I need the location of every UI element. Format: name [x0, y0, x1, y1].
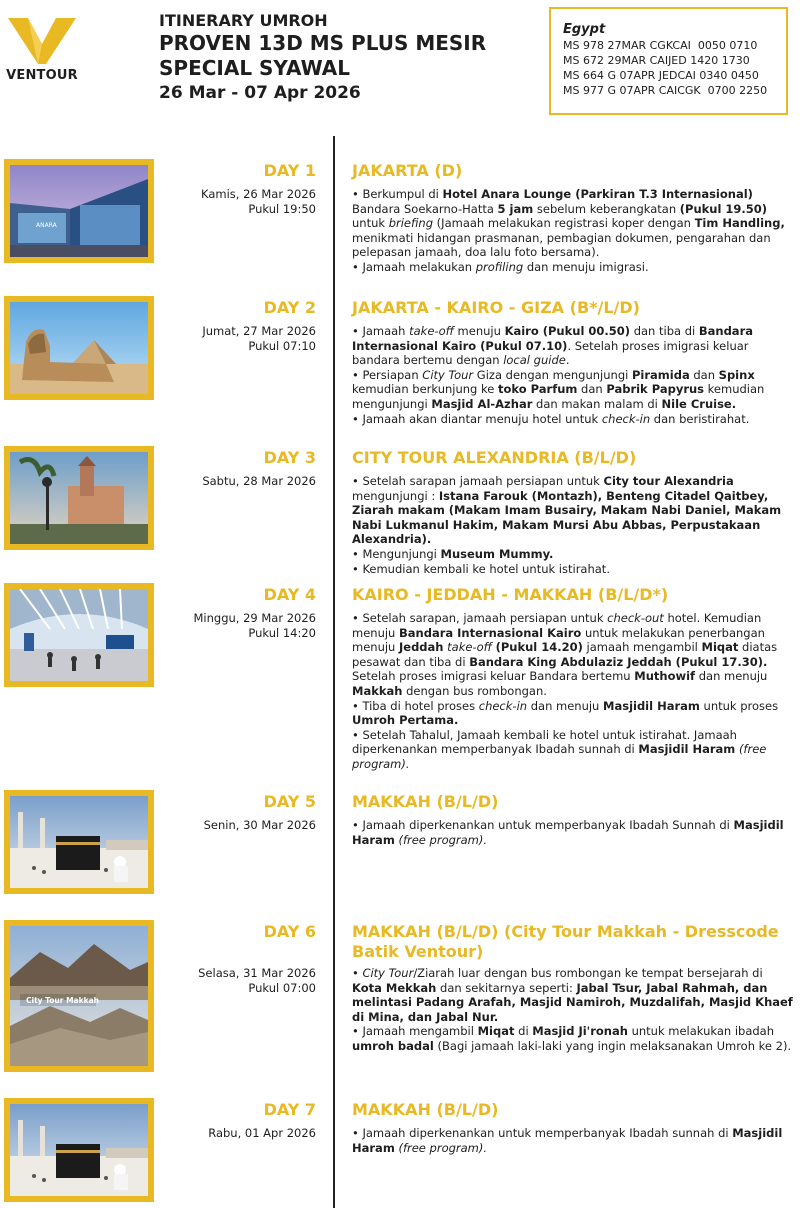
day-paragraph — [352, 368, 794, 412]
day-photo — [4, 1098, 154, 1202]
text: untuk — [352, 216, 389, 231]
day-label: DAY 1 — [263, 161, 316, 180]
text: • Jamaah melakukan — [352, 259, 476, 274]
text: dan — [577, 382, 607, 397]
text: menikmati hidangan prasmanan, pembagian dokumen, pengarahan dan pelepasan jamaah, doa lalu foto bersama). — [352, 230, 771, 260]
bold-text: Bandara King Abdulaziz Jeddah (Pukul 17.30). — [469, 654, 768, 669]
bold-text: Hotel Anara Lounge (Parkiran T.3 Internasional) — [442, 187, 753, 201]
bold-text: (Pukul 14.20) — [495, 640, 583, 655]
text: • Mengunjungi — [352, 546, 441, 561]
mountain-photo-icon — [10, 926, 148, 1066]
bold-text: Masjidil Haram — [638, 742, 736, 757]
text: mengunjungi : — [352, 488, 439, 503]
day-photo — [4, 446, 154, 550]
bold-text: Bandara Internasional Kairo (Pukul 07.10) — [352, 324, 753, 353]
italic-text: briefing — [388, 216, 434, 231]
day-label: DAY 4 — [263, 585, 316, 604]
bold-text: Masjidil Haram — [352, 1126, 783, 1155]
day-label: DAY 7 — [263, 1100, 316, 1119]
day-body — [352, 474, 794, 576]
day-title: JAKARTA (D) — [352, 161, 463, 180]
text: kemudian berkunjung ke — [352, 382, 498, 397]
day-date — [193, 611, 316, 641]
day-body — [352, 324, 794, 426]
text: di — [514, 1024, 533, 1039]
text: Setelah proses imigrasi keluar Bandara bertemu — [352, 669, 635, 684]
bold-text: Istana Farouk (Montazh), Benteng Citadel Qaitbey, Ziarah makam (Makam Imam Busairy, Makam Nabi Daniel, Makam Nabi Lukmanul Hakim, Makam Mursi Abu Abbas, Perpustakaan Alexandria). — [352, 488, 782, 547]
day-label: DAY 2 — [263, 298, 316, 317]
day-date — [202, 324, 316, 354]
text: Bandara Soekarno-Hatta — [352, 201, 498, 216]
text: • Berkumpul di — [352, 187, 443, 201]
text: dengan bus rombongan. — [402, 683, 547, 698]
italic-text: (free program). — [398, 832, 488, 847]
text: dan menuju — [527, 698, 604, 713]
day-title: CITY TOUR ALEXANDRIA (B/L/D) — [352, 448, 637, 467]
day-title: MAKKAH (B/L/D) — [352, 1100, 499, 1119]
text: • Jamaah mengambil — [352, 1024, 478, 1039]
ventour-v-logo-icon — [4, 14, 80, 66]
text: Giza dengan mengunjungi — [473, 367, 632, 382]
text: • Setelah Tahalul, Jamaah kembali ke hotel untuk istirahat. Jamaah diperkenankan memperbanyak Ibadah sunnah di — [352, 727, 737, 757]
day-paragraph — [352, 966, 794, 1024]
day-paragraph — [352, 1024, 794, 1053]
day-photo — [4, 296, 154, 400]
italic-text: (free program). — [352, 742, 767, 771]
text: • Tiba di hotel proses — [352, 698, 479, 713]
text: dan menuju imigrasi. — [523, 259, 649, 274]
text: hotel. Kemudian menuju — [352, 611, 762, 640]
day-paragraph — [352, 818, 794, 847]
text: untuk proses — [699, 698, 779, 713]
text: • Setelah sarapan, jamaah persiapan untuk — [352, 611, 608, 625]
bold-text: Museum Mummy. — [440, 546, 554, 561]
day-time-text: Pukul 07:10 — [248, 339, 316, 353]
day-time-text: Pukul 14:20 — [248, 626, 316, 640]
text: (Bagi jamaah laki-laki yang ingin melaksanakan Umroh ke 2). — [433, 1038, 792, 1053]
bold-text: Piramida — [631, 367, 690, 382]
day-paragraph — [352, 412, 794, 427]
bold-text: Tim Handling, — [694, 216, 785, 231]
day-date — [202, 474, 316, 489]
text: /Ziarah luar dengan bus rombongan ke tempat bersejarah di — [413, 966, 763, 980]
italic-text: check-in — [478, 698, 528, 713]
text: dan sekitarnya seperti: — [436, 980, 577, 995]
bold-text: Masjidil Haram — [352, 818, 784, 847]
italic-text: City Tour — [362, 966, 414, 980]
day-title: KAIRO - JEDDAH - MAKKAH (B/L/D*) — [352, 585, 669, 604]
day-time-text: Pukul 07:00 — [248, 981, 316, 995]
flight-line: MS 977 G 07APR CAICGK 0700 2250 — [563, 84, 768, 97]
text: untuk melakukan ibadah — [627, 1024, 775, 1039]
day-paragraph — [352, 562, 794, 577]
building-photo-icon — [10, 165, 148, 257]
bold-text: 5 jam — [497, 201, 534, 216]
bold-text: Muthowif — [634, 669, 696, 684]
flight-schedule-box — [549, 7, 788, 115]
day-body — [352, 818, 794, 847]
kaaba-photo-icon — [10, 1104, 148, 1196]
bold-text: City tour Alexandria — [603, 474, 734, 488]
italic-text: take-off — [447, 640, 492, 655]
italic-text: (free program). — [398, 1140, 488, 1155]
day-date — [208, 1126, 316, 1141]
day-paragraph — [352, 324, 794, 368]
day-date-text: Kamis, 26 Mar 2026 — [201, 187, 316, 201]
text: . Setelah proses imigrasi keluar bandara bertemu dengan — [352, 338, 749, 368]
bold-text: toko Parfum — [498, 382, 578, 397]
day-photo — [4, 790, 154, 894]
kaaba-photo-icon — [10, 796, 148, 888]
text: . — [565, 353, 570, 368]
flight-box-title: Egypt — [563, 22, 606, 37]
day-date-text: Selasa, 31 Mar 2026 — [198, 966, 316, 980]
italic-text: local guide — [503, 353, 566, 368]
day-body — [352, 1126, 794, 1155]
day-date-text: Rabu, 01 Apr 2026 — [208, 1126, 316, 1140]
day-photo — [4, 920, 154, 1072]
day-date-text: Senin, 30 Mar 2026 — [203, 818, 316, 832]
day-photo — [4, 583, 154, 687]
bold-text: Umroh Pertama. — [352, 713, 459, 728]
day-body — [352, 966, 794, 1054]
bold-text: Miqat — [477, 1024, 515, 1039]
italic-text: take-off — [409, 324, 454, 338]
text: untuk melakukan penerbangan menuju — [352, 625, 765, 655]
bold-text: Jabal Tsur, Jabal Rahmah, dan melintasi Padang Arafah, Masjid Namiroh, Muzdalifah, Masjid Khaef di Mina, dan Jabal Nur. — [352, 980, 793, 1024]
svg-text:ANARA: ANARA — [36, 222, 57, 229]
flight-line: MS 672 29MAR CAIJED 1420 1730 — [563, 54, 750, 67]
itinerary-label: ITINERARY UMROH — [159, 11, 328, 30]
brand-name: VENTOUR — [6, 68, 78, 83]
timeline-divider — [333, 136, 335, 1208]
day-paragraph — [352, 699, 794, 728]
photo-caption: City Tour Makkah — [26, 996, 99, 1005]
day-paragraph — [352, 728, 794, 772]
day-label: DAY 6 — [263, 922, 316, 941]
text: dan — [689, 367, 719, 382]
text: • Persiapan — [352, 367, 423, 382]
day-paragraph — [352, 1126, 794, 1155]
package-dates: 26 Mar - 07 Apr 2026 — [159, 83, 361, 103]
day-title: MAKKAH (B/L/D) (City Tour Makkah - Dresscode Batik Ventour) — [352, 922, 779, 961]
day-paragraph — [352, 547, 794, 562]
day-label: DAY 5 — [263, 792, 316, 811]
day-photo — [4, 159, 154, 263]
italic-text: profiling — [475, 259, 524, 274]
bold-text: Spinx — [718, 367, 755, 382]
day-date-text: Minggu, 29 Mar 2026 — [193, 611, 316, 625]
text: jamaah mengambil — [582, 640, 702, 655]
day-date — [198, 966, 316, 996]
bold-text: Nile Cruise. — [661, 396, 737, 411]
day-title: JAKARTA - KAIRO - GIZA (B*/L/D) — [352, 298, 640, 317]
text: • Kemudian kembali ke hotel untuk istirahat. — [352, 561, 610, 576]
bold-text: Pabrik Papyrus — [606, 382, 705, 397]
palace-photo-icon — [10, 452, 148, 544]
text: dan beristirahat. — [650, 411, 750, 426]
bold-text: Masjid Al-Azhar — [431, 396, 533, 411]
text: • Jamaah diperkenankan untuk memperbanyak Ibadah sunnah di — [352, 1126, 733, 1140]
text: menuju — [453, 324, 505, 338]
text: (Jamaah melakukan registrasi koper dengan — [433, 216, 695, 231]
text: • — [352, 966, 363, 980]
bold-text: Bandara Internasional Kairo — [399, 625, 582, 640]
ventour-logo — [4, 14, 84, 84]
text: • Jamaah akan diantar menuju hotel untuk — [352, 411, 602, 426]
bold-text: Makkah — [352, 683, 403, 698]
text: dan menuju — [695, 669, 768, 684]
text: kemudian mengunjungi — [352, 382, 765, 411]
flight-line: MS 978 27MAR CGKCAI 0050 0710 — [563, 39, 758, 52]
day-title: MAKKAH (B/L/D) — [352, 792, 499, 811]
package-name: PROVEN 13D MS PLUS MESIR — [159, 31, 487, 55]
text: • Jamaah diperkenankan untuk memperbanyak Ibadah Sunnah di — [352, 818, 734, 832]
day-time-text: Pukul 19:50 — [248, 202, 316, 216]
day-label: DAY 3 — [263, 448, 316, 467]
text: sebelum keberangkatan — [533, 201, 680, 216]
text: dan makan malam di — [532, 396, 662, 411]
day-paragraph — [352, 187, 794, 260]
italic-text: check-out — [607, 611, 664, 625]
day-date — [204, 818, 316, 833]
bold-text: Masjid Ji'ronah — [532, 1024, 628, 1039]
italic-text: City Tour — [422, 367, 474, 382]
day-body — [352, 611, 794, 772]
bold-text: Kota Mekkah — [352, 980, 437, 995]
day-date-text: Jumat, 27 Mar 2026 — [202, 324, 316, 338]
airport-photo-icon — [10, 589, 148, 681]
day-date — [201, 187, 316, 217]
day-paragraph — [352, 260, 794, 275]
text: • Jamaah — [352, 324, 410, 338]
bold-text: umroh badal — [352, 1038, 434, 1053]
package-subtitle: SPECIAL SYAWAL — [159, 56, 350, 80]
flight-line: MS 664 G 07APR JEDCAI 0340 0450 — [563, 69, 759, 82]
bold-text: (Pukul 19.50) — [679, 201, 768, 216]
day-paragraph — [352, 611, 794, 699]
sphinx-photo-icon — [10, 302, 148, 394]
text: • Setelah sarapan jamaah persiapan untuk — [352, 474, 604, 488]
italic-text: check-in — [601, 411, 651, 426]
bold-text: Miqat — [701, 640, 739, 655]
bold-text: Kairo (Pukul 00.50) — [504, 324, 631, 338]
text: diatas pesawat dan tiba di — [352, 640, 778, 669]
itinerary-header — [159, 11, 486, 104]
day-body — [352, 187, 794, 275]
day-paragraph — [352, 474, 794, 547]
day-date-text: Sabtu, 28 Mar 2026 — [202, 474, 316, 488]
text: dan tiba di — [630, 324, 699, 338]
bold-text: Jeddah — [399, 640, 444, 655]
bold-text: Masjidil Haram — [603, 698, 700, 713]
